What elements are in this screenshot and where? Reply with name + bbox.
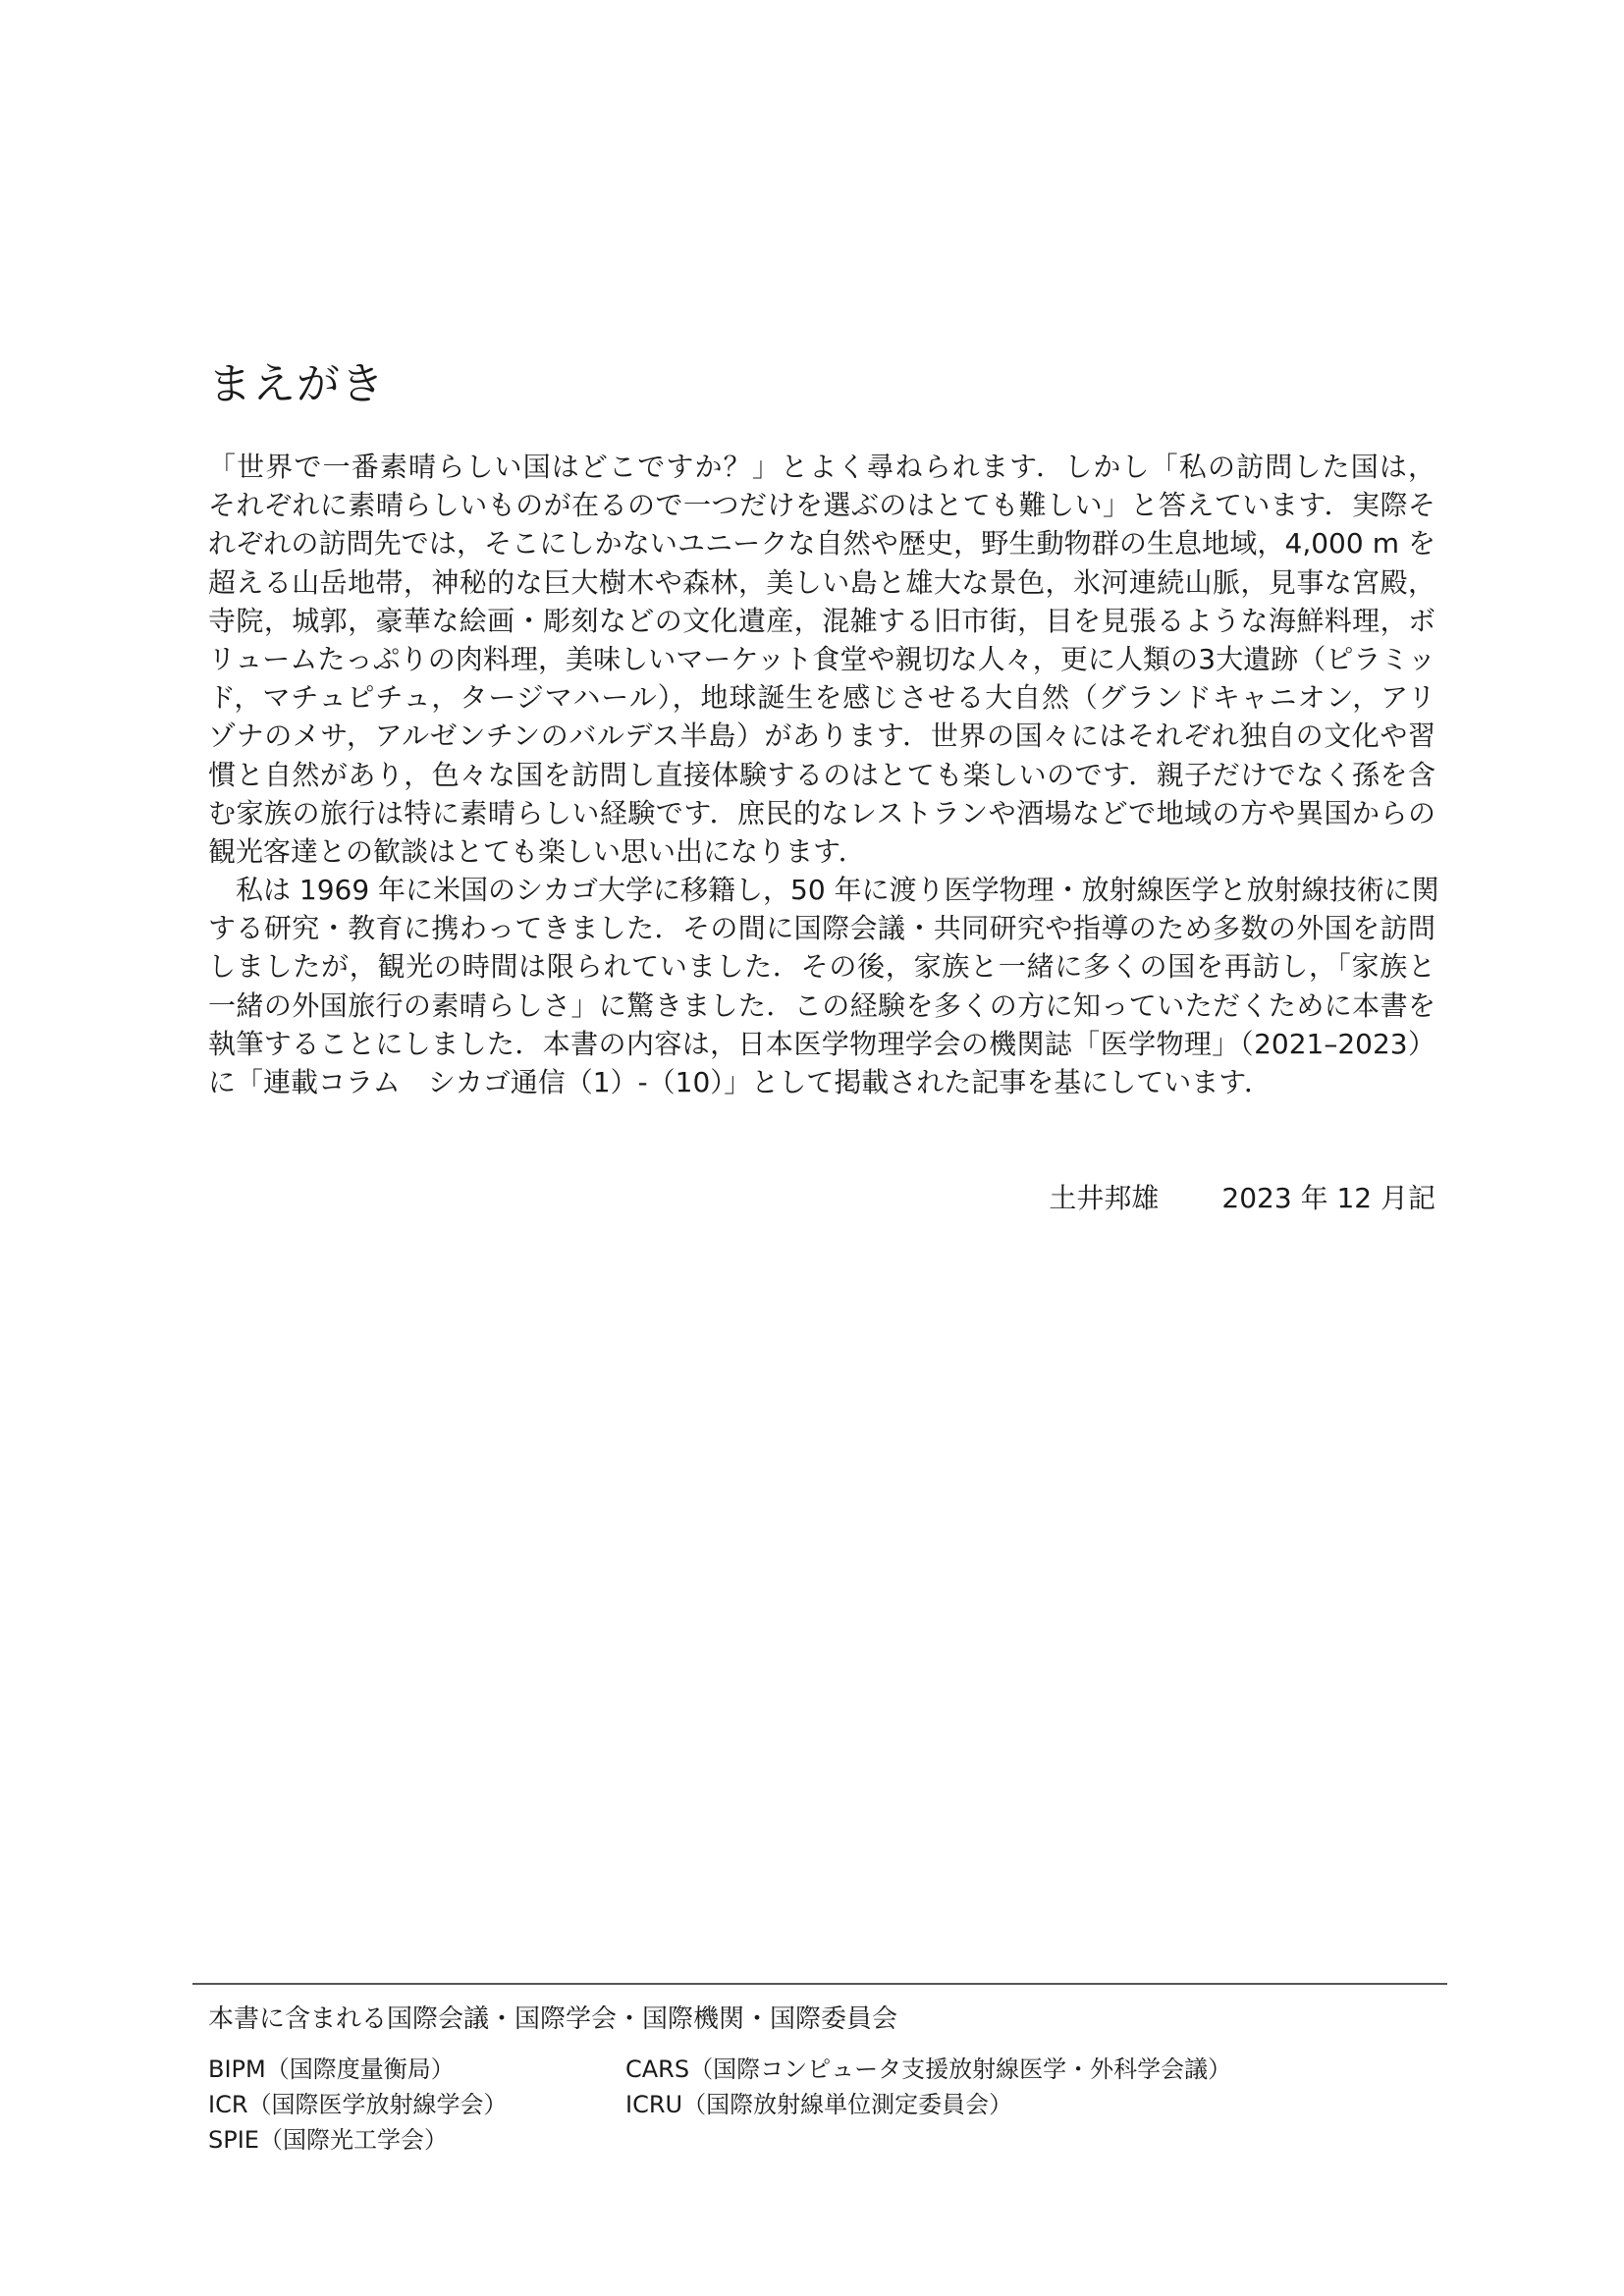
page-title: まえがき <box>208 359 385 409</box>
organization-item: SPIE（国際光工学会） <box>208 2126 448 2154</box>
text-line: れぞれの訪問先では，そこにしかないユニークな自然や歴史，野生動物群の生息地域，4,000 m を <box>208 527 1435 561</box>
organization-item: ICRU（国際放射線単位測定委員会） <box>625 2091 1013 2118</box>
organization-item: CARS（国際コンピュータ支援放射線医学・外科学会議） <box>625 2056 1232 2083</box>
preface-body <box>208 448 1439 1101</box>
organization-row <box>208 2122 1435 2158</box>
paragraph-2 <box>208 871 1439 1101</box>
text-line: に「連載コラム シカゴ通信（1）-（10）」として掲載された記事を基にしています． <box>208 1066 1272 1098</box>
footer-heading: 本書に含まれる国際会議・国際学会・国際機関・国際委員会 <box>208 2004 898 2034</box>
organization-row <box>208 2052 1435 2087</box>
text-line: ゾナのメサ，アルゼンチンのバルデス半島）があります．世界の国々にはそれぞれ独自の文化や習 <box>208 720 1435 753</box>
text-line: しましたが，観光の時間は限られていました．その後，家族と一緒に多くの国を再訪し，「家族と <box>208 950 1435 984</box>
footer-divider <box>192 1983 1447 1985</box>
text-line: 執筆することにしました．本書の内容は，日本医学物理学会の機関誌「医学物理」（2021–2023） <box>208 1027 1435 1060</box>
text-line: 一緒の外国旅行の素晴らしさ」に驚きました．この経験を多くの方に知っていただくために本書を <box>208 988 1435 1022</box>
organization-item: ICR（国際医学放射線学会） <box>208 2091 508 2118</box>
text-line: 慣と自然があり，色々な国を訪問し直接体験するのはとても楽しいのです．親子だけでなく孫を含 <box>208 758 1435 791</box>
organization-row <box>208 2087 1435 2122</box>
signature <box>208 1179 1435 1217</box>
text-line: リュームたっぷりの肉料理，美味しいマーケット食堂や親切な人々，更に人類の3大遺跡（ピラミッ <box>208 642 1435 675</box>
text-line: 私は 1969 年に米国のシカゴ大学に移籍し，50 年に渡り医学物理・放射線医学と放射線技術に関 <box>208 874 1439 907</box>
text-line: それぞれに素晴らしいものが在るので一つだけを選ぶのはとても難しい」と答えています．実際そ <box>208 489 1435 522</box>
text-line: む家族の旅行は特に素晴らしい経験です．庶民的なレストランや酒場などで地域の方や異国からの <box>208 796 1435 829</box>
text-line: する研究・教育に携わってきました．その間に国際会議・共同研究や指導のため多数の外国を訪問 <box>208 912 1435 945</box>
author-name: 土井邦雄 <box>1049 1182 1160 1214</box>
text-line: 観光客達との歓談はとても楽しい思い出になります． <box>208 834 866 868</box>
organization-list <box>208 2052 1435 2158</box>
paragraph-1 <box>208 448 1435 871</box>
organization-item: BIPM（国際度量衡局） <box>208 2056 455 2083</box>
text-line: 超える山岳地帯，神秘的な巨大樹木や森林，美しい島と雄大な景色，氷河連続山脈，見事な宮殿， <box>208 565 1435 599</box>
signature-date: 2023 年 12 月記 <box>1221 1182 1435 1214</box>
text-line: 寺院，城郭，豪華な絵画・彫刻などの文化遺産，混雑する旧市街，目を見張るような海鮮料理，ボ <box>208 604 1435 637</box>
text-line: 「世界で一番素晴らしい国はどこですか？」とよく尋ねられます．しかし「私の訪問した国は， <box>208 451 1435 483</box>
text-line: ド，マチュピチュ，タージマハール），地球誕生を感じさせる大自然（グランドキャニオン，アリ <box>208 681 1435 715</box>
